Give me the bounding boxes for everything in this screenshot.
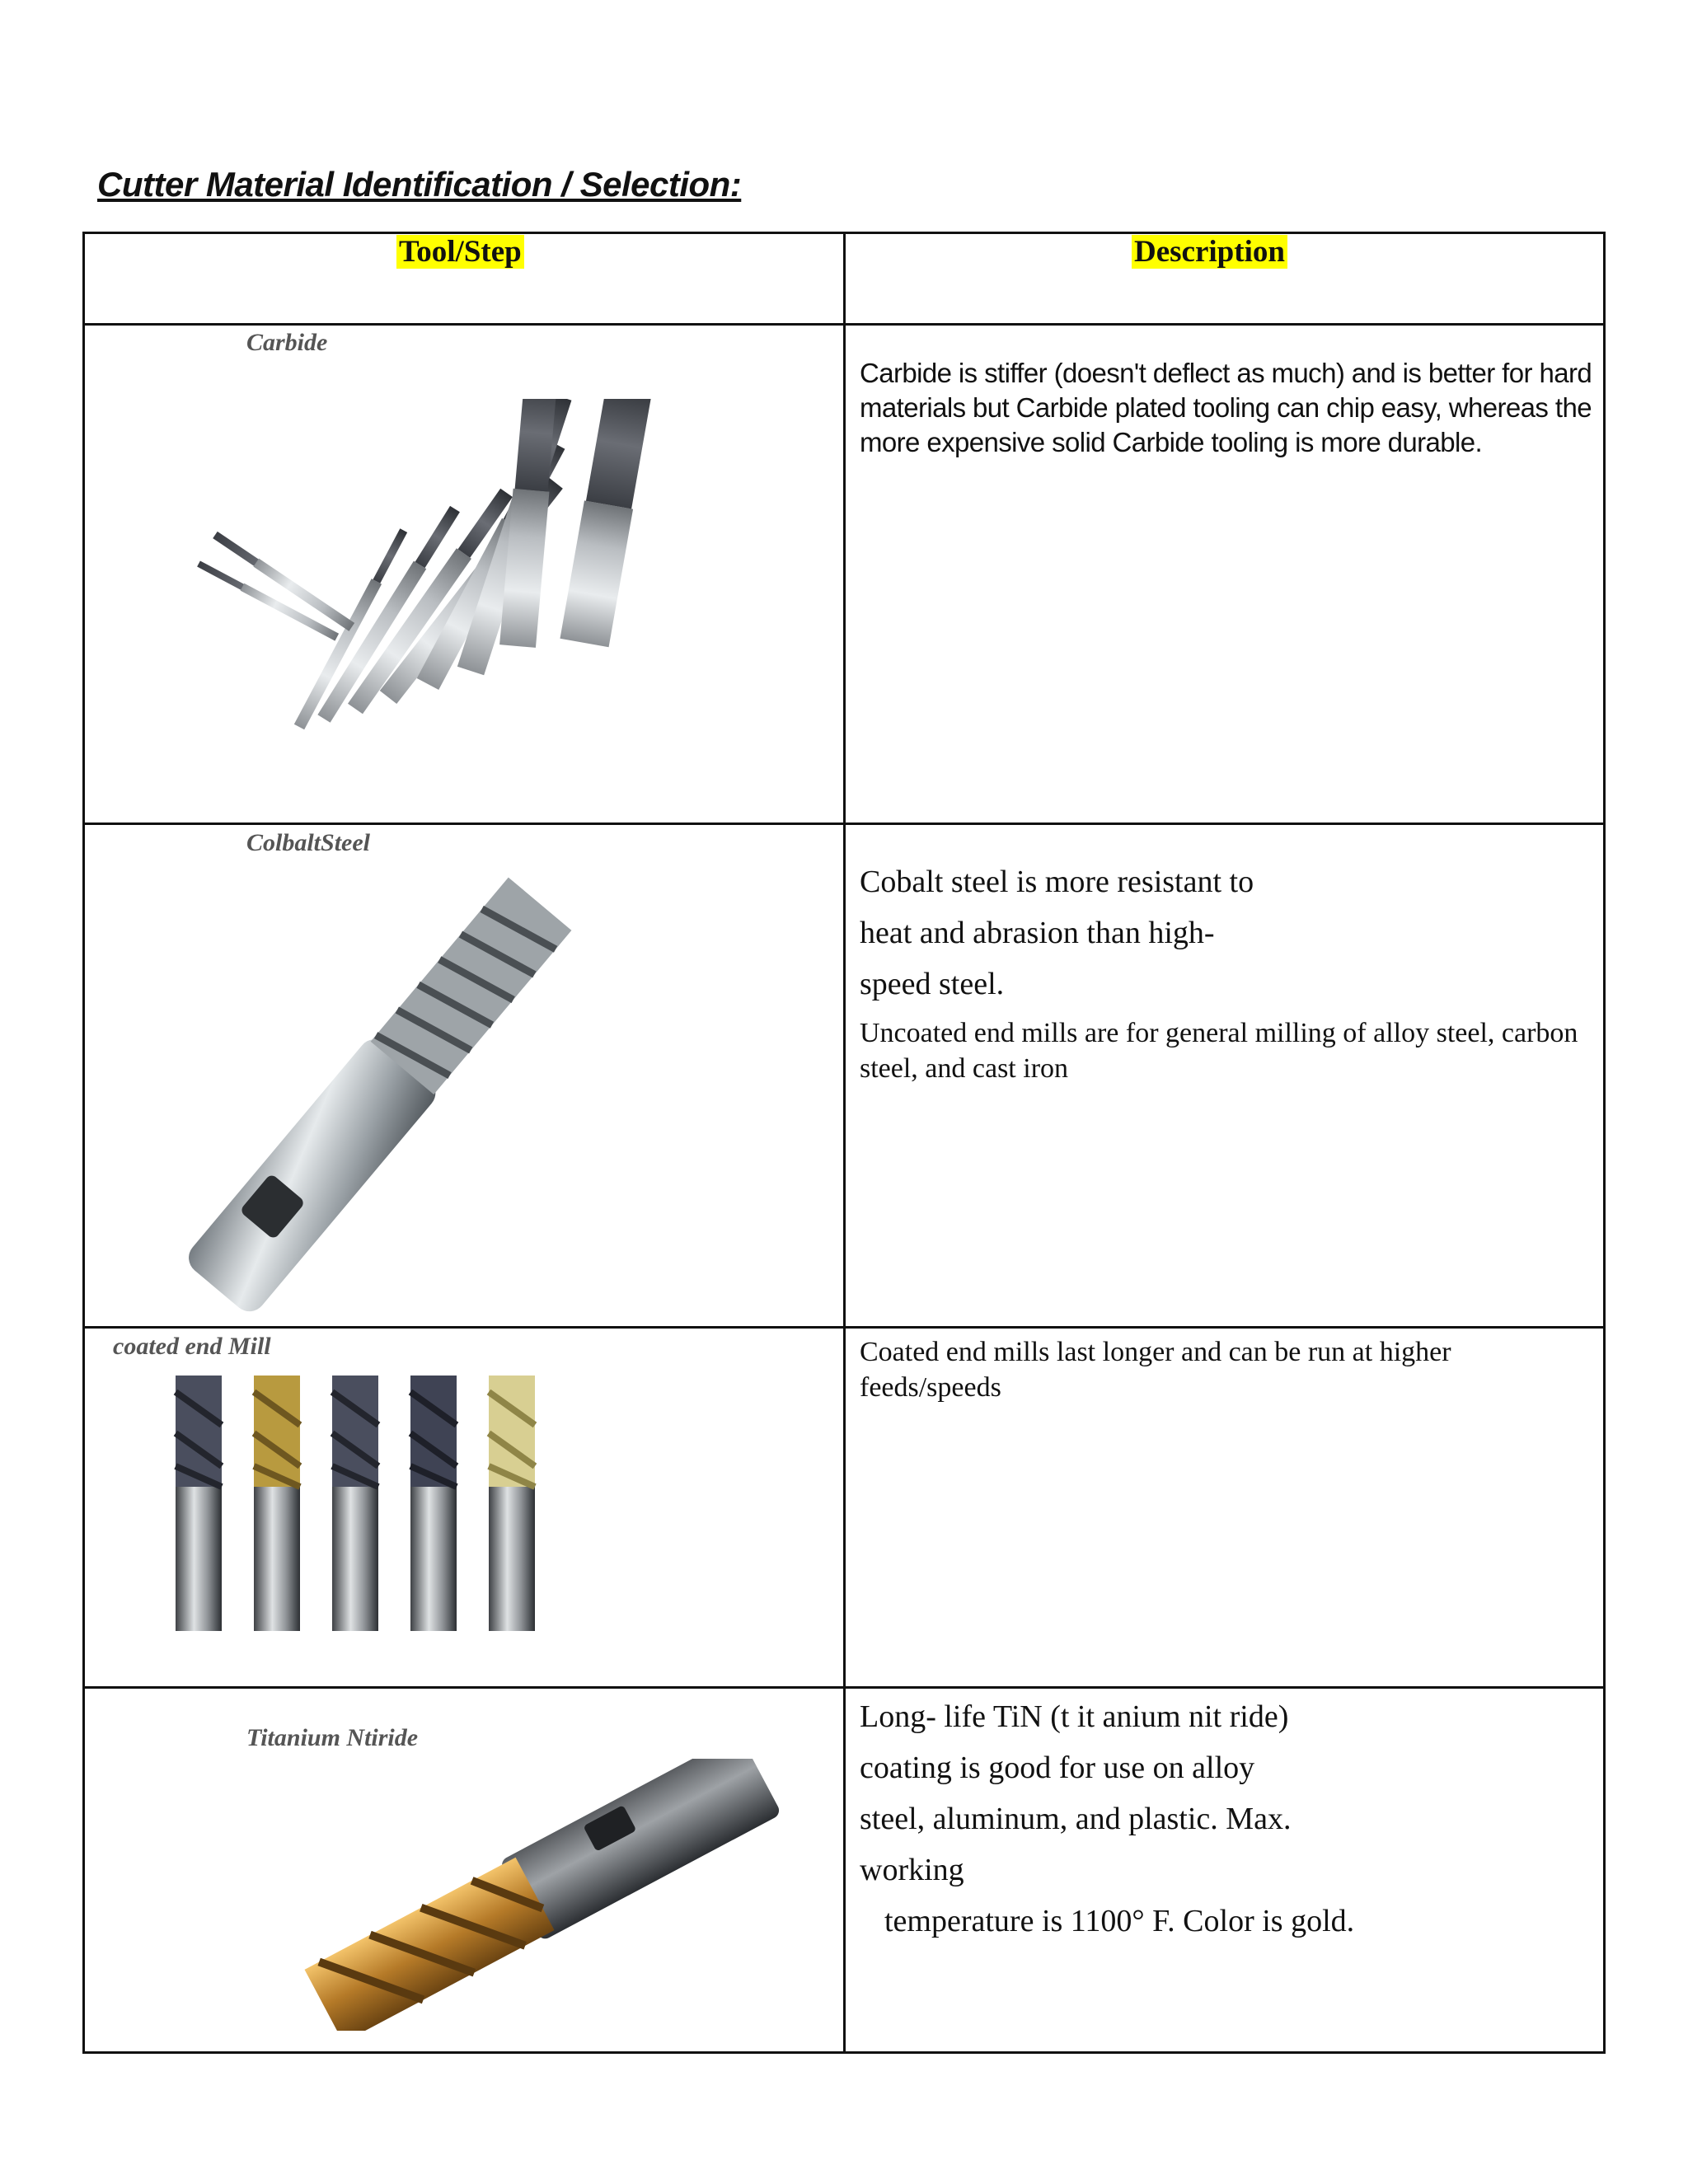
cutter-material-table (82, 232, 1606, 2054)
description-line: temperature is 1100° F. Color is gold. (884, 1904, 1355, 1938)
carbide-end-mill-set-icon (108, 399, 685, 745)
description-titanium-nitride (860, 1691, 1585, 1947)
description-line: Long- life TiN (t it anium nit ride) (860, 1699, 1289, 1734)
tool-label-carbide: Carbide (246, 329, 328, 356)
description-line: steel, aluminum, and plastic. Max. (860, 1802, 1292, 1836)
description-cobalt-steel (860, 856, 1585, 1010)
description-line: coating is good for use on alloy (860, 1750, 1255, 1785)
page-title: Cutter Material Identification / Selection: (97, 165, 742, 204)
description-line: heat and abrasion than high- (860, 916, 1215, 950)
row-divider (85, 1686, 1603, 1689)
tool-label-coated-end-mill: coated end Mill (113, 1333, 271, 1360)
description-line: working (860, 1853, 964, 1887)
tool-label-titanium-nitride: Titanium Ntiride (246, 1724, 419, 1751)
tin-coated-end-mill-icon (291, 1759, 835, 2031)
coated-end-mills-icon (167, 1376, 612, 1639)
description-carbide: Carbide is stiffer (doesn't deflect as much) and is better for hard materials but Carbide plated tooling can chip easy, whereas the more expensive solid Carbide tooling is more durable. (860, 358, 1592, 457)
header-tool-step: Tool/Step (396, 234, 524, 269)
row-divider (85, 1326, 1603, 1329)
row-divider (85, 323, 1603, 326)
header-description: Description (1132, 234, 1287, 269)
tool-label-cobalt-steel: ColbaltSteel (246, 829, 370, 856)
row-divider (85, 823, 1603, 825)
description-line: speed steel. (860, 967, 1005, 1001)
description-line: Cobalt steel is more resistant to (860, 865, 1254, 899)
description-coated-end-mill: Coated end mills last longer and can be run at higher feeds/speeds (860, 1337, 1451, 1403)
column-divider (843, 234, 846, 2051)
description-uncoated-note: Uncoated end mills are for general milling of alloy steel, carbon steel, and cast iron (860, 1018, 1578, 1084)
cobalt-roughing-end-mill-icon (134, 860, 645, 1322)
